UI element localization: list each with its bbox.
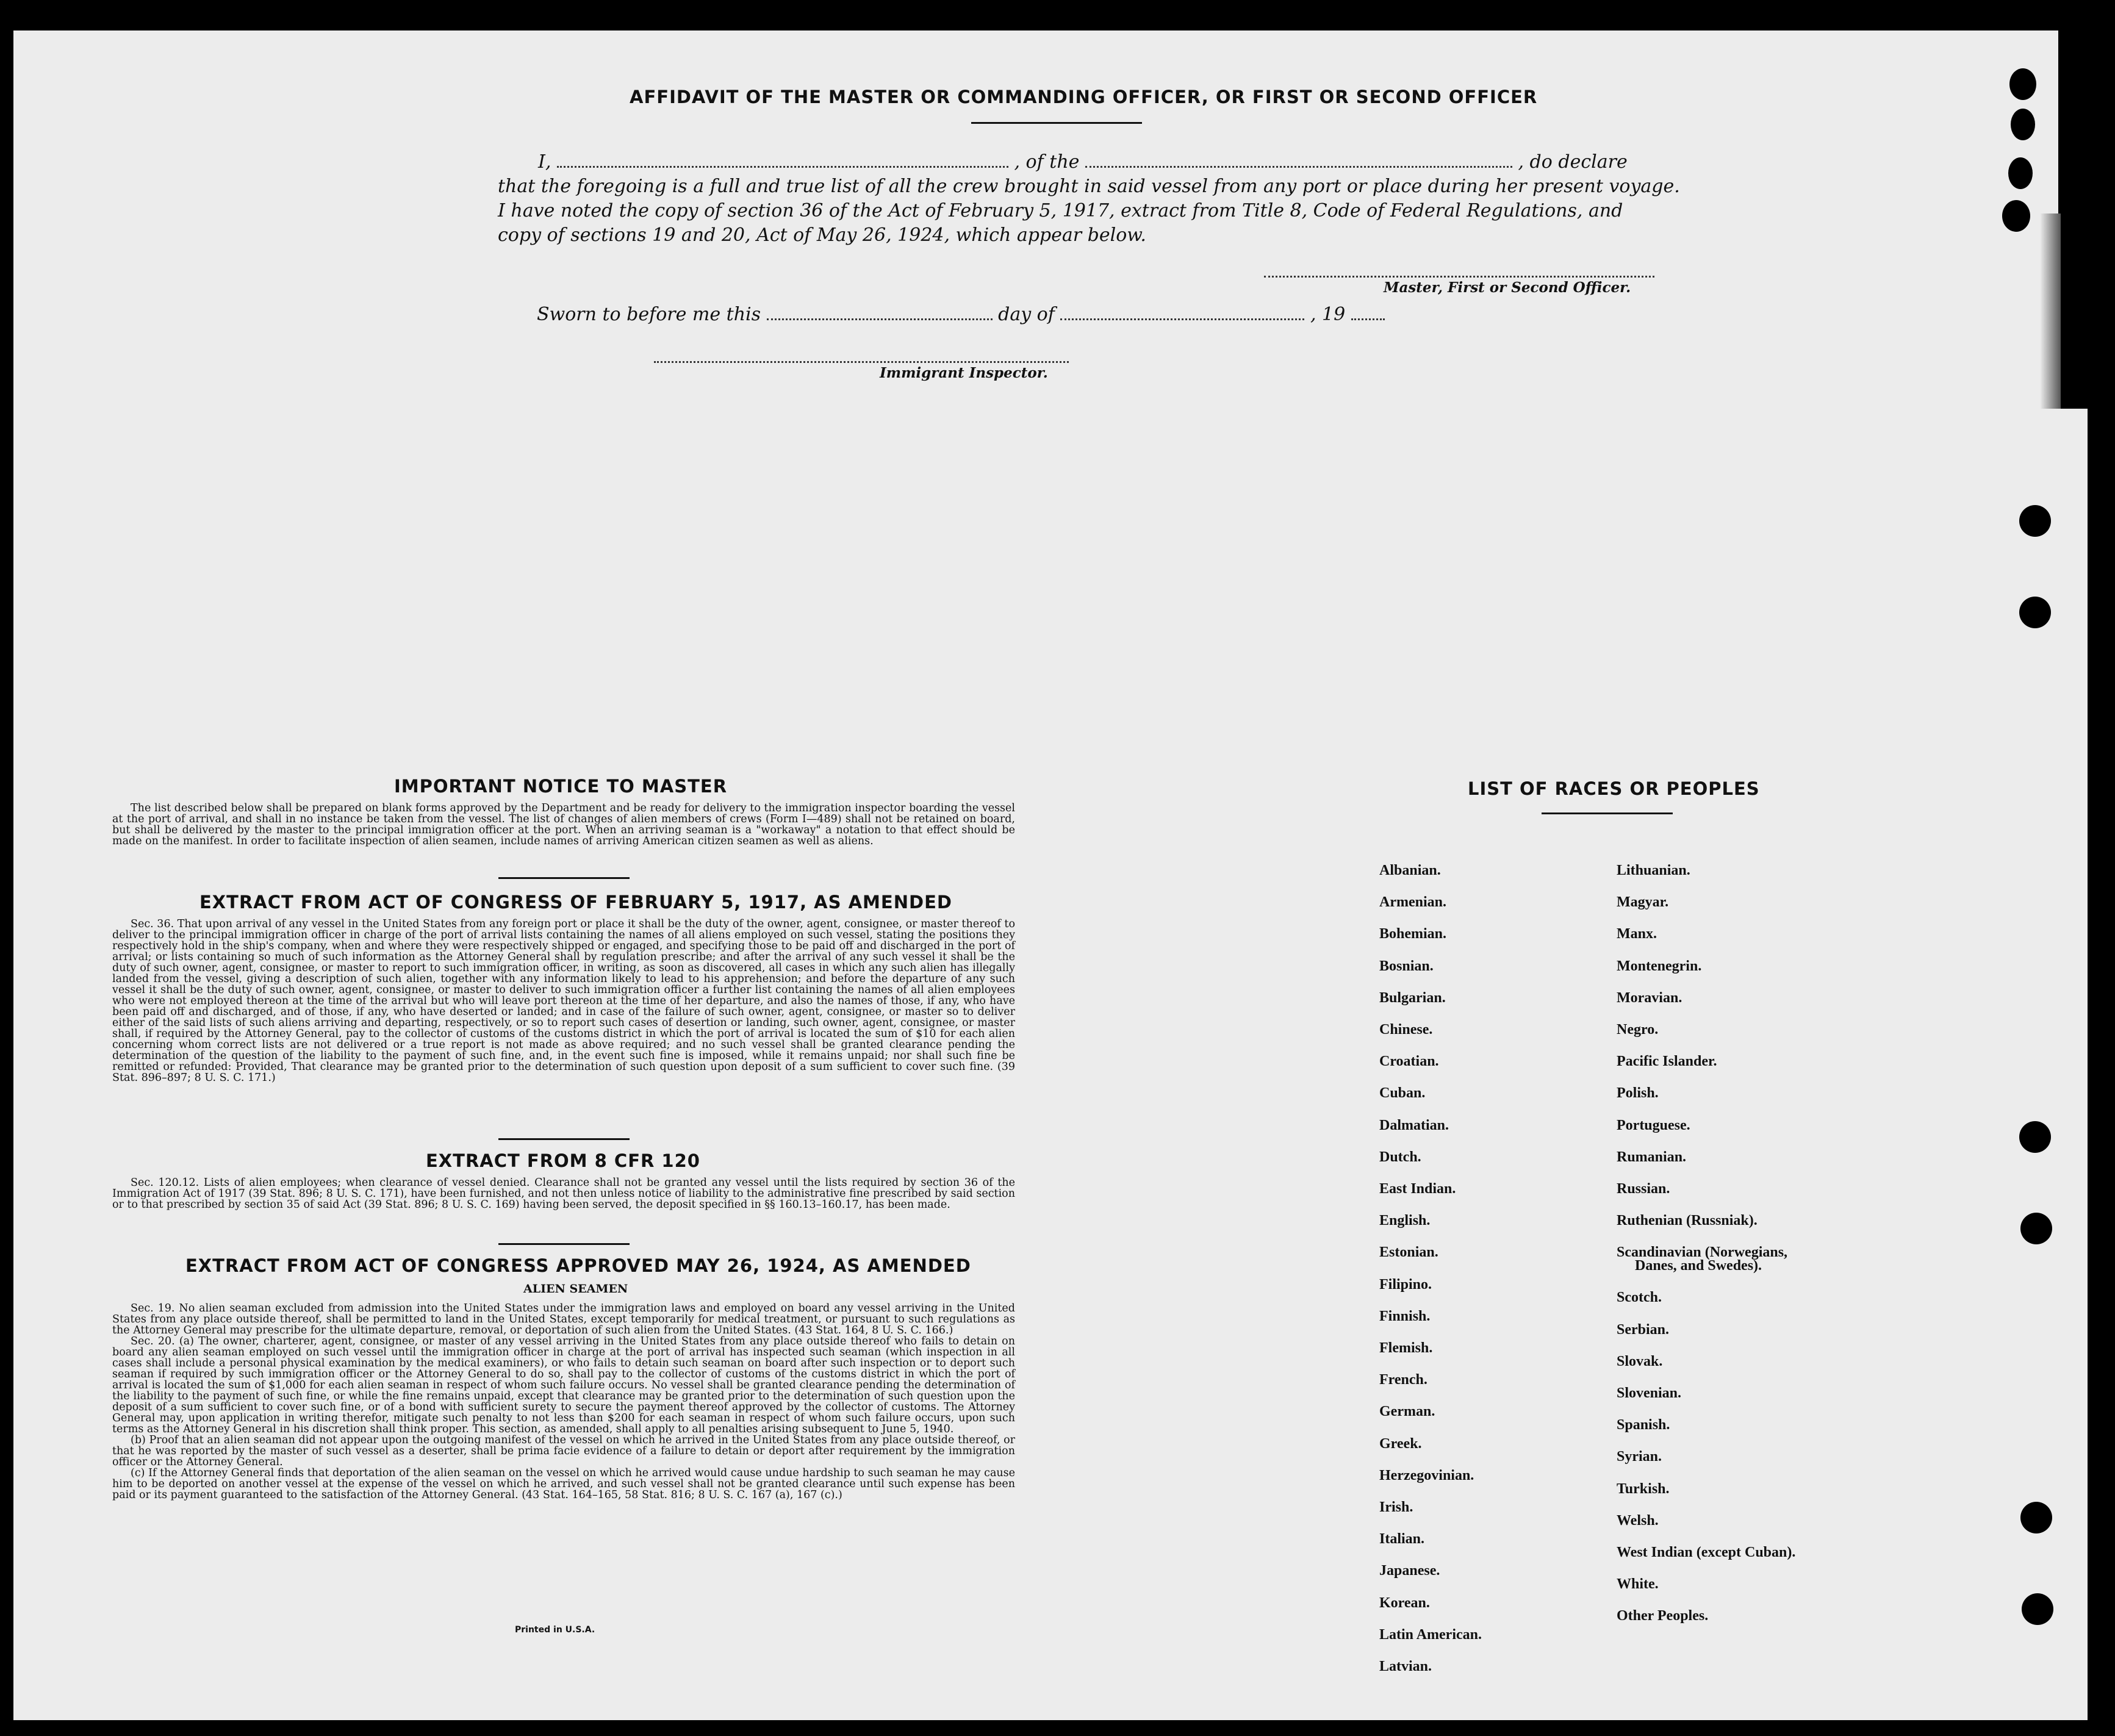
inspector-signature-label: Immigrant Inspector.: [880, 365, 1048, 381]
race-item: Irish.: [1379, 1499, 1413, 1515]
extract-1924-body: [112, 1303, 1015, 1501]
divider-2: [498, 1138, 630, 1140]
day-of-label: day of: [998, 304, 1055, 325]
notice-paragraph: The list described below shall be prepared on blank forms approved by the Department and be ready for delivery to the immigration inspector boarding the vessel at the port of arrival, and shall in no instance be taken from the vessel. The list of changes of alien members of crews (Form I—489) shall not be retained on board, but shall be delivered by the master to the principal immigration officer at the port. When an arriving seaman is a "workaway" a notation to that effect should be made on the manifest. In order to facilitate inspection of alien seamen, include names of arriving American citizen seamen as well as aliens.: [112, 802, 1015, 847]
extract-1924-subtitle: ALIEN SEAMEN: [523, 1282, 628, 1296]
race-item: Chinese.: [1379, 1022, 1433, 1038]
race-item: Filipino.: [1379, 1276, 1432, 1293]
race-item: Danes, and Swedes).: [1635, 1258, 1762, 1274]
affidavit-title: AFFIDAVIT OF THE MASTER OR COMMANDING OFFICER, OR FIRST OR SECOND OFFICER: [630, 87, 1538, 107]
race-item: Herzegovinian.: [1379, 1467, 1474, 1483]
sec-36-paragraph: Sec. 36. That upon arrival of any vessel in the United States from any foreign port or place it shall be the duty of the owner, agent, consignee, or master thereof to deliver to the principal immigration officer in charge of the port of arrival lists containing the names of all aliens employed on such vessel, stating the positions they respectively hold in the ship's company, when and where they were respectively shipped or engaged, and specifying those to be paid off and discharged in the port of arrival; or lists containing so much of such information as the Attorney General shall by regulation prescribe; and after the arrival of any such vessel it shall be the duty of such owner, agent, consignee, or master to report to such immigration officer, in writing, as soon as discovered, all cases in which any such alien has illegally landed from the vessel, giving a description of such alien, together with any information likely to lead to his apprehension; and before the departure of any such vessel it shall be the duty of such owner, agent, consignee, or master to deliver to such immigration officer a further list containing the names of all alien employees who were not employed thereon at the time of the arrival but who will leave port thereon at the time of her departure, and also the names of those, if any, who have been paid off and discharged, and of those, if any, who have deserted or landed; and in case of the failure of such owner, agent, consignee, or master so to deliver either of the said lists of such aliens arriving and departing, respectively, or so to report such cases of desertion or landing, such owner, agent, consignee, or master shall, if required by the Attorney General, pay to the collector of customs of the customs district in which the port of arrival is located the sum of $10 for each alien concerning whom correct lists are not delivered or a true report is not made as above required; and no such vessel shall be granted clearance pending the determination of the question of the liability to the payment of such fine, and, in the event such fine is imposed, while it remains unpaid; nor shall such fine be remitted or refunded: Provided, That clearance may be granted prior to the determination of such question upon deposit of a sum sufficient to cover such fine. (39 Stat. 896–897; 8 U. S. C. 171.): [112, 918, 1015, 1084]
race-item: Bosnian.: [1379, 958, 1434, 974]
race-item: Japanese.: [1379, 1563, 1440, 1579]
binder-hole-3: [2008, 157, 2033, 189]
do-declare-label: , do declare: [1518, 151, 1628, 173]
torn-edge-shade: [2040, 213, 2061, 409]
race-item: Albanian.: [1379, 863, 1441, 878]
race-item: Lithuanian.: [1617, 863, 1690, 878]
binder-hole-8: [2020, 1213, 2052, 1244]
cfr-title: EXTRACT FROM 8 CFR 120: [426, 1150, 700, 1171]
race-item: Bohemian.: [1379, 926, 1447, 942]
sworn-month-field[interactable]: [1060, 306, 1304, 320]
binder-hole-7: [2019, 1121, 2051, 1153]
race-item: Dutch.: [1379, 1149, 1421, 1165]
race-item: Russian.: [1617, 1181, 1670, 1197]
document-page: [13, 30, 2088, 1720]
affidavit-line-2: that the foregoing is a full and true list of all the crew brought in said vessel from any port or place during her present voyage.: [498, 176, 1680, 197]
binder-hole-4: [2002, 200, 2030, 232]
race-item: White.: [1617, 1576, 1659, 1593]
race-item: Latin American.: [1379, 1626, 1482, 1643]
race-item: Welsh.: [1617, 1512, 1659, 1529]
race-item: Rumanian.: [1617, 1149, 1687, 1165]
master-signature-label: Master, First or Second Officer.: [1384, 279, 1631, 296]
sec-20b-paragraph: (b) Proof that an alien seaman did not appear upon the outgoing manifest of the vessel on which he arrived in the United States from any place outside thereof, or that he was reported by the master of such vessel as a deserter, shall be prima facie evidence of a failure to detain or deport after requirement by the immigration officer or the Attorney General.: [112, 1434, 1015, 1468]
sworn-line: [537, 304, 1385, 325]
race-item: West Indian (except Cuban).: [1617, 1544, 1796, 1560]
affidavit-line-4: copy of sections 19 and 20, Act of May 26, 1924, which appear below.: [498, 224, 1146, 246]
race-item: Dalmatian.: [1379, 1117, 1449, 1133]
race-item: Manx.: [1617, 926, 1657, 942]
binder-hole-6: [2019, 597, 2051, 628]
declarant-prefix: I,: [538, 151, 551, 173]
race-item: Other Peoples.: [1617, 1608, 1709, 1624]
race-item: Turkish.: [1617, 1480, 1670, 1497]
race-item: Bulgarian.: [1379, 989, 1446, 1006]
race-item: Spanish.: [1617, 1417, 1670, 1433]
affidavit-line-1: [538, 151, 1628, 173]
race-item: Italian.: [1379, 1531, 1425, 1548]
race-item: Magyar.: [1617, 894, 1669, 911]
title-underline: [971, 122, 1142, 124]
divider-1: [498, 877, 630, 879]
inspector-signature-field[interactable]: [654, 349, 1069, 363]
notice-title: IMPORTANT NOTICE TO MASTER: [394, 776, 728, 797]
race-item: Pacific Islander.: [1617, 1053, 1717, 1070]
race-item: Slovak.: [1617, 1353, 1663, 1369]
declarant-name-field[interactable]: [557, 154, 1008, 168]
race-item: Scandinavian (Norwegians,: [1617, 1244, 1788, 1261]
race-item: English.: [1379, 1213, 1431, 1229]
sec-19-paragraph: Sec. 19. No alien seaman excluded from admission into the United States under the immigration laws and employed on board any vessel arriving in the United States from any place outside thereof, shall be permitted to land in the United States, except temporarily for medical treatment, or pursuant to such regulations as the Attorney General may prescribe for the ultimate departure, removal, or deportation of such alien from the United States. (43 Stat. 164, 8 U. S. C. 166.): [112, 1302, 1015, 1336]
printed-in-usa: Printed in U.S.A.: [515, 1625, 595, 1635]
sec-120-paragraph: Sec. 120.12. Lists of alien employees; when clearance of vessel denied. Clearance shall not be granted any vessel until the lists required by section 36 of the Immigration Act of 1917 (39 Stat. 896; 8 U. S. C. 171), have been furnished, and not then unless notice of liability to the administrative fine prescribed by said section or to that prescribed by section 35 of said Act (39 Stat. 896; 8 U. S. C. 169) having been served, the deposit specified in §§ 160.13–160.17, has been made.: [112, 1177, 1015, 1211]
year-prefix: , 19: [1310, 304, 1346, 325]
race-item: Croatian.: [1379, 1053, 1439, 1070]
sec-20c-paragraph: (c) If the Attorney General finds that deportation of the alien seaman on the vessel on which he arrived would cause undue hardship to such seaman he may cause him to be deported on another vessel at the expense of the vessel on which he arrived, and such vessel shall not be granted clearance until such expense has been paid or its payment guaranteed to the satisfaction of the Attorney General. (43 Stat. 164–165, 58 Stat. 816; 8 U. S. C. 167 (a), 167 (c).): [112, 1467, 1015, 1501]
race-item: Polish.: [1617, 1085, 1659, 1102]
extract-1924-title: EXTRACT FROM ACT OF CONGRESS APPROVED MAY 26, 1924, AS AMENDED: [185, 1255, 971, 1276]
binder-hole-9: [2020, 1502, 2052, 1533]
race-item: Greek.: [1379, 1435, 1422, 1452]
torn-edge: [2058, 30, 2088, 409]
binder-hole-5: [2019, 505, 2051, 537]
extract-1917-body: [112, 919, 1015, 1083]
binder-hole-2: [2011, 109, 2035, 140]
race-item: Korean.: [1379, 1594, 1430, 1611]
binder-hole-1: [2009, 68, 2036, 100]
of-the-label: , of the: [1014, 151, 1080, 173]
divider-3: [498, 1243, 630, 1245]
race-item: East Indian.: [1379, 1181, 1456, 1197]
race-item: Portuguese.: [1617, 1117, 1690, 1133]
race-item: Montenegrin.: [1617, 958, 1702, 974]
notice-body: [112, 803, 1015, 847]
race-item: Scotch.: [1617, 1289, 1662, 1306]
sec-20a-paragraph: Sec. 20. (a) The owner, charterer, agent, consignee, or master of any vessel arriving in the United States from any place outside thereof who fails to detain on board any alien seaman employed on such vessel until the immigration officer in charge at the port of arrival has inspected such seaman (which inspection in all cases shall include a personal physical examination by the medical examiners), or who fails to detain such seaman on board after such inspection or to deport such seaman if required by such immigration officer or the Attorney General to do so, shall pay to the collector of customs of the customs district in which the port of arrival is located the sum of $1,000 for each alien seaman in respect of whom such failure occurs. No vessel shall be granted clearance pending the determination of the liability to the payment of such fine, or while the fine remains unpaid, except that clearance may be granted prior to the determination of such question upon the deposit of a sum sufficient to cover such fine, or of a bond with sufficient surety to secure the payment thereof approved by the collector of customs. The Attorney General may, upon application in writing therefor, mitigate such penalty to not less than $200 for each seaman in respect of whom such failure occurs, upon such terms as the Attorney General in his discretion shall think proper. This section, as amended, shall apply to all penalties arising subsequent to June 5, 1940.: [112, 1335, 1015, 1435]
sworn-year-field[interactable]: [1351, 306, 1385, 320]
race-item: Negro.: [1617, 1022, 1659, 1038]
master-signature-field[interactable]: [1264, 264, 1654, 278]
extract-1917-title: EXTRACT FROM ACT OF CONGRESS OF FEBRUARY 5, 1917, AS AMENDED: [199, 892, 952, 913]
cfr-body: [112, 1177, 1015, 1210]
race-item: Flemish.: [1379, 1340, 1433, 1356]
affidavit-line-3: I have noted the copy of section 36 of the Act of February 5, 1917, extract from Title 8, Code of Federal Regulations, and: [498, 200, 1623, 221]
sworn-label: Sworn to before me this: [537, 304, 761, 325]
race-item: French.: [1379, 1372, 1427, 1388]
race-item: Moravian.: [1617, 989, 1682, 1006]
vessel-field[interactable]: [1085, 154, 1512, 168]
race-item: Latvian.: [1379, 1659, 1432, 1674]
race-item: Armenian.: [1379, 894, 1446, 911]
race-item: Cuban.: [1379, 1085, 1426, 1102]
sworn-day-field[interactable]: [767, 306, 993, 320]
race-item: Ruthenian (Russniak).: [1617, 1213, 1758, 1229]
binder-hole-10: [2022, 1593, 2053, 1625]
race-item: Estonian.: [1379, 1244, 1438, 1261]
race-item: German.: [1379, 1404, 1435, 1420]
race-item: Slovenian.: [1617, 1385, 1682, 1401]
race-item: Serbian.: [1617, 1321, 1670, 1338]
races-title: LIST OF RACES OR PEOPLES: [1468, 778, 1760, 799]
races-underline: [1542, 812, 1673, 814]
race-item: Syrian.: [1617, 1449, 1662, 1465]
race-item: Finnish.: [1379, 1308, 1431, 1324]
